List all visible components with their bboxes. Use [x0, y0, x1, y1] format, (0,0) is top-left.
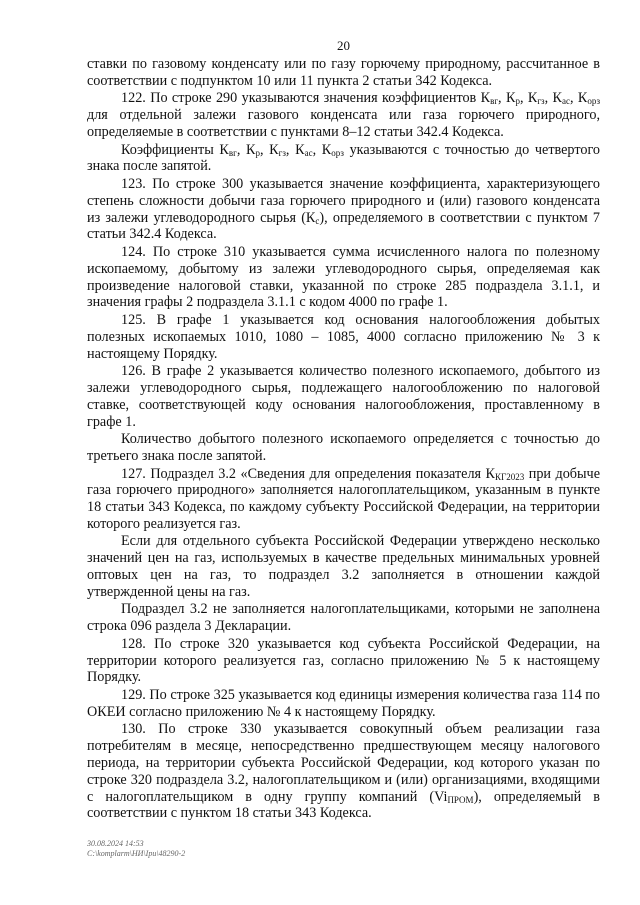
paragraph: 124. По строке 310 указывается сумма исчисленного налога по полезному ископаемому, добытому из залежи углеводородного сырья, определяемая как произведение налоговой ставки, указанной по строке 285 подраздела 3.1.1, и значения графы 2 подраздела 3.1.1 с кодом 4000 по графе 1. [87, 243, 600, 311]
paragraph: 127. Подраздел 3.2 «Сведения для определения показателя $К_{КГ2023}$ при добыче газа горючего природного» заполняется налогоплательщиком, указанным в пункте 18 статьи 343 Кодекса, по каждому субъекту Российской Федерации, на территории которого реализуется газ. [87, 465, 600, 532]
paragraph: 123. По строке 300 указывается значение коэффициента, характеризующего степень сложности добычи газа горючего природного и (или) газового конденсата из залежи углеводородного сырья $(К_с)$, определяемого в соответствии с пунктом 7 статьи 342.4 Кодекса. [87, 175, 601, 243]
footer-file-path: C:\komplarm\НИ\Ipu\48290-2 [87, 849, 186, 858]
document-body [87, 56, 600, 822]
page-footer [87, 839, 185, 859]
paragraph: Если для отдельного субъекта Российской Федерации утверждено несколько значений цен на газ, используемых в качестве предельных минимальных уровней оптовых цен на газ, то подраздел 3.2 заполняется в отношении каждой утвержденной цены на газ. [87, 533, 600, 600]
paragraph: 122. По строке 290 указываются значения коэффициентов $К_{вг}$, $К_р$, $К_{гз}$, $К_{ас}$, $К_{орз}$ для отдельной залежи газового конденсата или газа горючего природного, определяемые в соответствии с пунктами 8–12 статьи 342.4 Кодекса. [87, 90, 601, 140]
footer-timestamp: 30.08.2024 14:53 [87, 839, 144, 848]
paragraph: 130. По строке 330 указывается совокупный объем реализации газа потребителям в месяце, непосредственно предшествующем месяцу налогового периода, на территории субъекта Российской Федерации, код которого указан по строке 320 подраздела 3.2, налогоплательщиком и (или) организациями, входящими с налогоплательщиком в одну группу компаний $(Vi_{ПРОМ})$, определяемый в соответствии с пунктом 18 статьи 343 Кодекса. [87, 721, 600, 822]
paragraph: 125. В графе 1 указывается код основания налогообложения добытых полезных ископаемых 1010, 1080 – 1085, 4000 согласно приложению № 3 к настоящему Порядку. [87, 311, 600, 362]
paragraph: Количество добытого полезного ископаемого определяется с точностью до третьего знака после запятой. [87, 431, 600, 464]
paragraph: 126. В графе 2 указывается количество полезного ископаемого, добытого из залежи углеводородного сырья, подлежащего налогообложению по налоговой ставке, соответствующей коду основания налогообложения, проставленному в графе 1. [87, 363, 600, 430]
paragraph: Подраздел 3.2 не заполняется налогоплательщиками, которыми не заполнена строка 096 раздела 3 Декларации. [87, 601, 600, 635]
paragraph: 129. По строке 325 указывается код единицы измерения количества газа 114 по ОКЕИ согласно приложению № 4 к настоящему Порядку. [87, 687, 600, 720]
paragraph: 128. По строке 320 указывается код субъекта Российской Федерации, на территории которого реализуется газ, согласно приложению № 5 к настоящему Порядку. [87, 635, 600, 686]
paragraph: ставки по газовому конденсату или по газу горючему природному, рассчитанное в соответствии с подпунктом 10 или 11 пункта 2 статьи 342 Кодекса. [87, 56, 600, 89]
page-number: 20 [337, 38, 350, 53]
paragraph: Коэффициенты $К_{вг}$, $К_р$, $К_{гз}$, $К_{ас}$, $К_{орз}$ указываются с точностью до четвертого знака после запятой. [87, 141, 601, 175]
